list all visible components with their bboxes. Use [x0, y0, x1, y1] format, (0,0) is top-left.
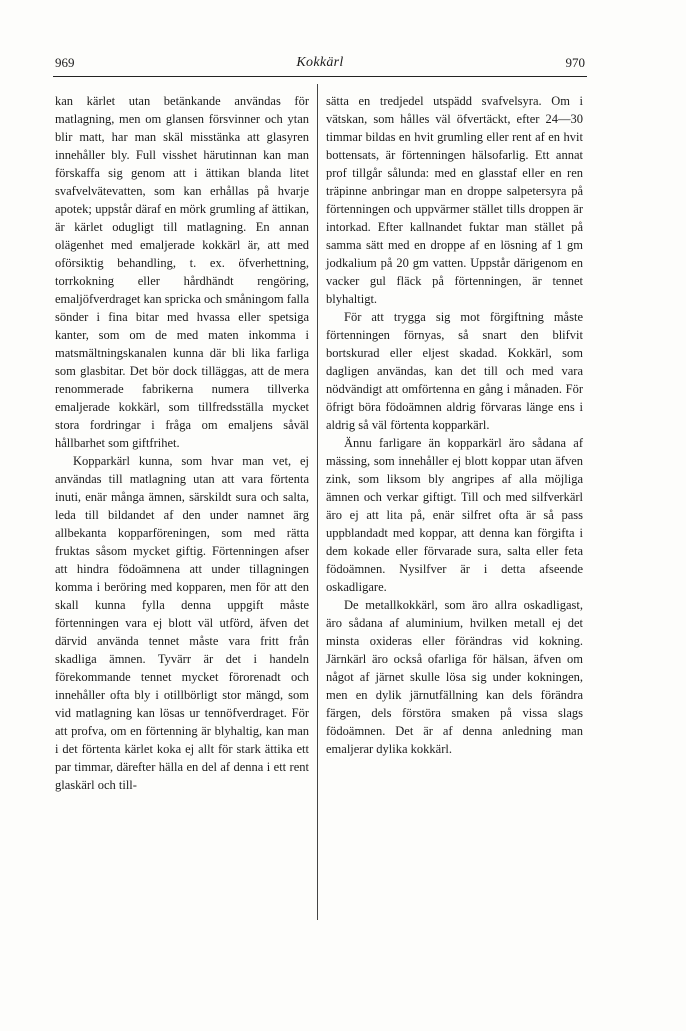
running-header: [55, 54, 585, 74]
header-rule: [53, 76, 587, 77]
paragraph: sätta en tredjedel utspädd svafvelsyra. Om i vätskan, som hålles väl öfvertäckt, efter 24—30 timmar bildas en hvit grumling eller rent af en hvit bottensats, är förtenningen hälsofarlig. Ett annat prof tillgår sålunda: med en glasstaf eller en ren träpinne anbringar man en droppe salpetersyra på förtenningen och uppvärmer stället tills droppen är intorkad. Efter kallnandet fuktar man stället på samma sätt med en droppe af en lösning af 1 gm jodkalium på 20 gm vatten. Uppstår därigenom en vacker gul fläck på förtenningen, är tennet blyhaltigt.: [326, 94, 583, 306]
paragraph: För att trygga sig mot förgiftning måste förtenningen förnyas, så snart den blifvit bortskurad eller eljest skadad. Kokkärl, som dagligen användas, kan det till och med vara nödvändigt att omförtenna en gång i månaden. För öfrigt böra födoämnen aldrig förvaras länge ens i aldrig så väl förtenta kopparkärl.: [326, 310, 583, 432]
paragraph: Kopparkärl kunna, som hvar man vet, ej användas till matlagning utan att vara förtenta inuti, enär många ämnen, särskildt sura och salta, leda till bildandet af den under namnet ärg allbekanta kopparföreningen, som med rätta fruktas såsom mycket giftig. Förtenningen afser att hindra födoämnena att under tillagningen komma i beröring med kopparen, men för att den skall kunna fylla denna uppgift måste förtenningen vara ej blott väl utförd, äfven det därvid använda tennet måste vara fritt från skadliga ämnen. Tyvärr är det i handeln förekommande tennet mycket förorenadt och innehåller ofta bly i otillbörligt stor mängd, som vid matlagning kan lösas ur tennöfverdraget. För att profva, om en förtenning är blyhaltig, kan man i det förtenta kärlet koka ej allt för stark ättika ett par timmar, därefter hälla en del af denna i ett rent glaskärl och till-: [55, 454, 309, 792]
page-number-left: 969: [55, 55, 75, 70]
left-column: [55, 92, 309, 794]
paragraph: kan kärlet utan betänkande användas för matlagning, men om glansen försvinner och ytan blir matt, har man skäl misstänka att glasyren innehåller bly. Full visshet härutinnan kan man förskaffa sig genom att i ättikan blanda litet svafvelvätevatten, som kan erhållas på hvarje apotek; uppstår däraf en mörk grumling af ättikan, är kärlet odugligt till matlagning. En annan olägenhet med emaljerade kokkärl är, att med oförsiktig behandling, t. ex. öfverhettning, torrkokning eller hårdhändt rengöring, emaljöfverdraget kan spricka och småningom falla sönder i fina bitar med hvassa eller spetsiga kanter, som om de med maten inkomma i matsmältningskanalen kunna där bli lika farliga som glasbitar. Det bör dock tilläggas, att de mera renommerade fabrikerna numera tillverka emaljerade kokkärl, som tillfredsställa mycket stora fordringar i fråga om emaljens såväl hållbarhet som giftfrihet.: [55, 94, 309, 450]
right-column: [326, 92, 583, 758]
running-title: Kokkärl: [296, 55, 344, 70]
paragraph: Ännu farligare än kopparkärl äro sådana af mässing, som innehåller ej blott koppar utan äfven zink, som liksom bly angripes af alla möjliga ämnen och verkar giftigt. Till och med silfverkärl äro ej att lita på, enär silfret ofta är så pass uppblandadt med koppar, att denna kan förgifta i dem kokade eller förvarade sura, salta eller feta födoämnen. Nysilfver är i detta afseende oskadligare.: [326, 436, 583, 594]
page-number-right: 970: [565, 55, 585, 70]
paragraph: De metallkokkärl, som äro allra oskadligast, äro sådana af aluminium, hvilken metall ej det minsta oxideras eller förändras vid kokning. Järnkärl äro också ofarliga för hälsan, äfven om något af järnet skulle lösa sig under kokningen, men en dylik järnutfällning kan dels förändra färgen, dels förstöra smaken på vissa slags födoämnen. Det är af denna anledning man emaljerar dylika kokkärl.: [326, 598, 583, 756]
column-divider: [317, 84, 318, 920]
